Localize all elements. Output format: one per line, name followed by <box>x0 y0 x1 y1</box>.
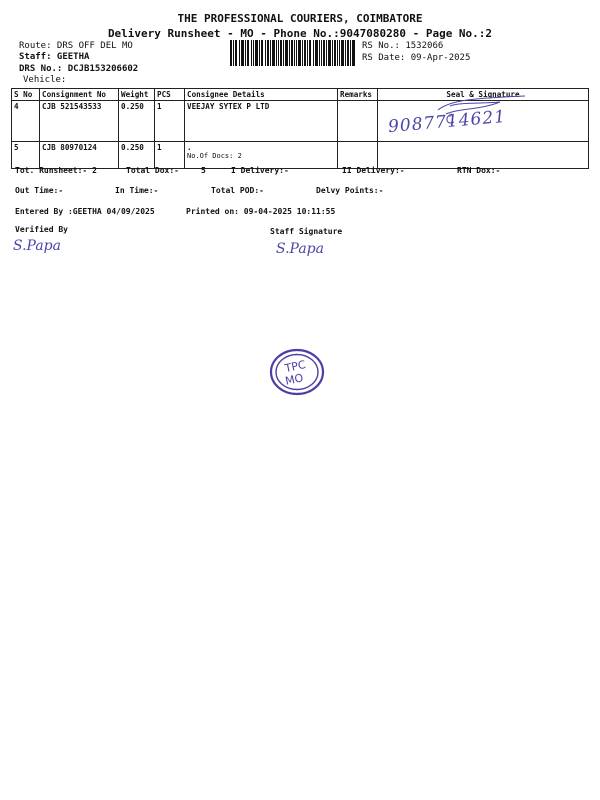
entered-by: Entered By :GEETHA 04/09/2025 <box>15 207 155 216</box>
cell-consignee <box>185 142 338 169</box>
cell-pcs: 1 <box>155 142 185 169</box>
cell-remarks <box>338 101 378 142</box>
runsheet-subtitle: Delivery Runsheet - MO - Phone No.:9047080280 - Page No.:2 <box>107 27 493 40</box>
col-header-seal: Seal & Signature <box>378 89 589 101</box>
stamp-line2: MO <box>284 371 305 388</box>
total-dox-value: 5 <box>201 166 206 175</box>
tot-runsheet: Tot. Runsheet:- 2 <box>15 166 97 175</box>
staff-signature-label: Staff Signature <box>270 227 343 236</box>
stamp-line1: TPC <box>283 358 307 376</box>
cell-seal <box>378 142 589 169</box>
cell-remarks <box>338 142 378 169</box>
consignee-name: VEEJAY SYTEX P LTD <box>187 102 270 111</box>
route-label: Route: DRS OFF DEL MO <box>19 41 133 51</box>
delvy-points: Delvy Points:- <box>316 186 384 195</box>
staff-label: Staff: GEETHA <box>19 52 90 62</box>
tpc-stamp-icon <box>269 348 325 396</box>
col-header-sno: S No <box>12 89 40 101</box>
staff-signature: S.Papa <box>276 241 324 257</box>
drs-number: DRS No.: DCJB153206602 <box>19 64 139 74</box>
printed-on: Printed on: 09-04-2025 10:11:55 <box>186 207 336 216</box>
rtn-dox: RTN Dox:- <box>457 166 501 175</box>
company-title: THE PROFESSIONAL COURIERS, COIMBATORE <box>177 12 423 25</box>
i-delivery: I Delivery:- <box>231 166 289 175</box>
col-header-consignment: Consignment No <box>40 89 119 101</box>
vehicle-label: Vehicle: <box>23 75 67 85</box>
col-header-consignee: Consignee Details <box>185 89 338 101</box>
cell-weight: 0.250 <box>119 101 155 142</box>
in-time: In Time:- <box>115 186 159 195</box>
cell-consignee <box>185 101 338 142</box>
col-header-weight: Weight <box>119 89 155 101</box>
rs-number: RS No.: 1532066 <box>362 41 444 51</box>
ii-delivery: II Delivery:- <box>342 166 405 175</box>
out-time: Out Time:- <box>15 186 64 195</box>
col-header-pcs: PCS <box>155 89 185 101</box>
cell-weight: 0.250 <box>119 142 155 169</box>
seal-phone-handwritten: 9087714621 <box>387 106 507 138</box>
consignee-name: . <box>187 143 192 152</box>
cell-sno: 4 <box>12 101 40 142</box>
cell-pcs: 1 <box>155 101 185 142</box>
cell-sno: 5 <box>12 142 40 169</box>
consignee-extra: No.Of Docs: 2 <box>187 152 242 160</box>
total-pod: Total POD:- <box>211 186 264 195</box>
verified-by-signature: S.Papa <box>13 238 61 254</box>
verified-by-label: Verified By <box>15 225 68 234</box>
barcode-icon <box>230 40 355 66</box>
col-header-remarks: Remarks <box>338 89 378 101</box>
rs-date: RS Date: 09-Apr-2025 <box>362 53 471 63</box>
cell-consignment: CJB 80970124 <box>40 142 119 169</box>
total-dox-label: Total Dox:- <box>126 166 179 175</box>
table-row <box>12 142 589 169</box>
cell-consignment: CJB 521543533 <box>40 101 119 142</box>
